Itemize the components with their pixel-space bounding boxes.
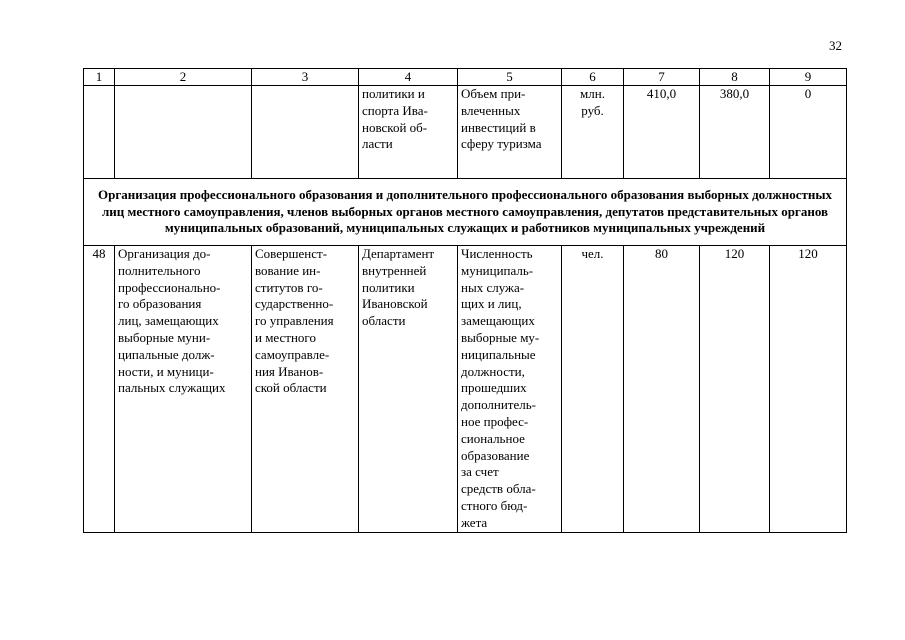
cell-program-goal: Совершенст- вование ин- ститутов го- сударственно- го управления и местного самоуправле- ния Иванов- ской области — [252, 246, 359, 533]
page-number: 32 — [829, 38, 842, 53]
column-header: 9 — [770, 69, 847, 86]
cell-event-name: Организация до- полнительного профессионально- го образования лиц, замещающих выборные муни- ципальные долж- ности, и муници- пальных служащих — [115, 246, 252, 533]
column-header: 4 — [359, 69, 458, 86]
cell-value-8: 120 — [700, 246, 770, 533]
column-header: 2 — [115, 69, 252, 86]
cell-value-9: 0 — [770, 86, 847, 179]
cell-event-name — [115, 86, 252, 179]
cell-responsible-body: Департамент внутренней политики Ивановской области — [359, 246, 458, 533]
cell-unit: чел. — [562, 246, 624, 533]
program-table — [83, 68, 847, 533]
cell-responsible-body: политики и спорта Ива- новской об- ласти — [359, 86, 458, 179]
table-row-continued — [84, 86, 847, 179]
cell-unit: млн. руб. — [562, 86, 624, 179]
table-row-48 — [84, 246, 847, 533]
cell-value-9: 120 — [770, 246, 847, 533]
cell-value-7: 410,0 — [624, 86, 700, 179]
cell-program-goal — [252, 86, 359, 179]
column-header: 6 — [562, 69, 624, 86]
column-header: 8 — [700, 69, 770, 86]
cell-row-number — [84, 86, 115, 179]
cell-value-7: 80 — [624, 246, 700, 533]
column-header: 3 — [252, 69, 359, 86]
section-title: Организация профессионального образования и дополнительного профессионального образования выборных должностных лиц местного самоуправления, членов выборных органов местного самоуправления, депутатов представительных органов муниципальных образований, муниципальных служащих и работников муниципальных учреждений — [84, 179, 847, 246]
cell-indicator-name: Объем при- влеченных инвестиций в сферу туризма — [458, 86, 562, 179]
section-header-row — [84, 179, 847, 246]
column-number-row — [84, 69, 847, 86]
cell-value-8: 380,0 — [700, 86, 770, 179]
cell-indicator-name: Численность муниципаль- ных служа- щих и лиц, замещающих выборные му- ниципальные должности, прошедших дополнитель- ное профес- сиональное образование за счет средств обла- стного бюд- жета — [458, 246, 562, 533]
column-header: 7 — [624, 69, 700, 86]
cell-row-number: 48 — [84, 246, 115, 533]
column-header: 5 — [458, 69, 562, 86]
column-header: 1 — [84, 69, 115, 86]
